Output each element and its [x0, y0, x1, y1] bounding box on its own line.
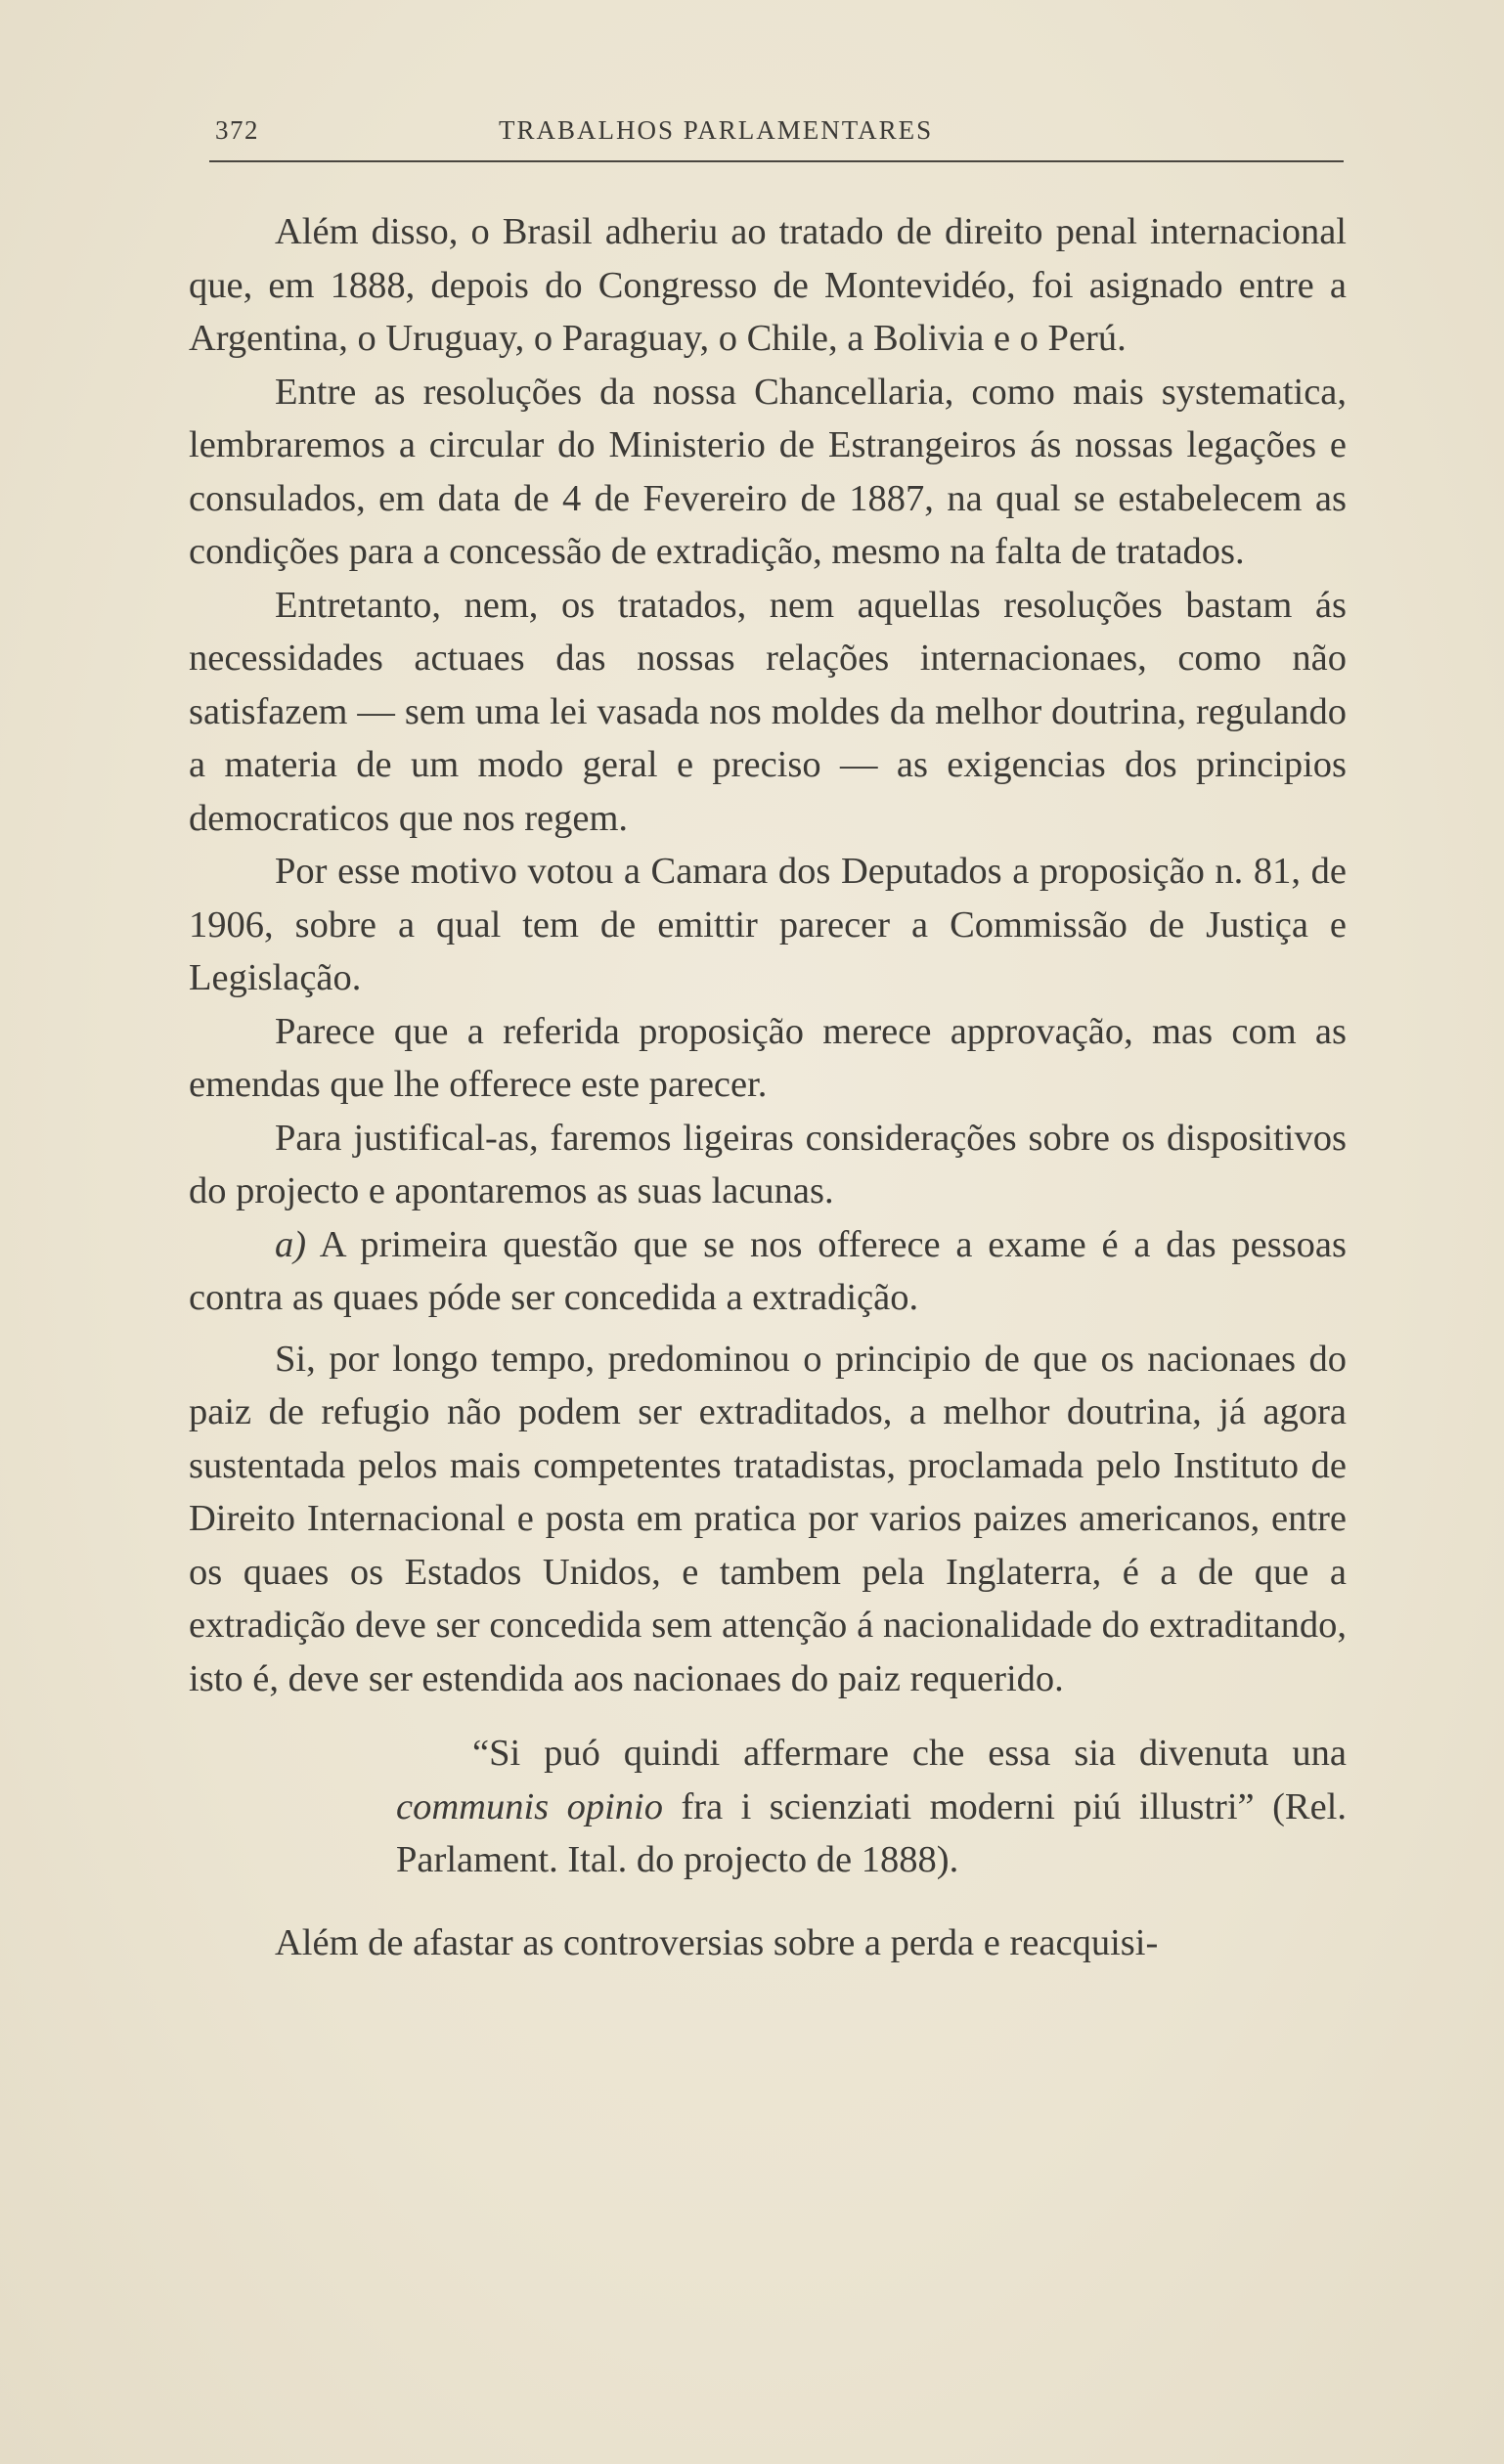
page-header [209, 110, 1344, 162]
paragraph-justificar: Para justifical-as, faremos ligeiras considerações sobre os dispositivos do projecto e apontaremos as suas lacunas. [189, 1117, 1347, 1211]
paragraph-chancellaria: Entre as resoluções da nossa Chancellaria, como mais systematica, lembraremos a circular do Ministerio de Estrangeiros ás nossas legações e consulados, em data de 4 de Fevereiro de 1887, na qual se estabelecem as condições para a concessão de extradição, mesmo na falta de tratados. [189, 371, 1347, 572]
item-marker: a) [275, 1223, 307, 1265]
quote-text-start: “Si puó quindi affermare che essa sia divenuta una [472, 1733, 1347, 1774]
paragraph-brasil-tratado: Além disso, o Brasil adheriu ao tratado de direito penal internacional que, em 1888, depois do Congresso de Montevidéo, foi asignado entre a Argentina, o Uruguay, o Paraguay, o Chile, a Bolivia e o Perú. [189, 211, 1347, 359]
quote-text-end: fra i scienziati moderni piú illustri” (Rel. Parlament. Ital. do projecto de 1888). [396, 1785, 1347, 1880]
paragraph-primeira-questao [189, 1218, 1347, 1325]
quote-italic-term: communis opinio [396, 1785, 663, 1827]
paragraph-entretanto: Entretanto, nem, os tratados, nem aquellas resoluções bastam ás necessidades actuaes das nossas relações internacionaes, como não satisfazem — sem uma lei vasada nos moldes da melhor doutrina, regulando a materia de um modo geral e preciso — as exigencias dos principios democraticos que nos regem. [189, 584, 1347, 839]
item-text: A primeira questão que se nos offerece a exame é a das pessoas contra as quaes póde ser concedida a extradição. [189, 1223, 1347, 1318]
body-text [189, 205, 1347, 1969]
block-quote [396, 1727, 1347, 1887]
paragraph-proposicao: Por esse motivo votou a Camara dos Deputados a proposição n. 81, de 1906, sobre a qual tem de emittir parecer a Commissão de Justiça e Legislação. [189, 851, 1347, 998]
paragraph-closing: Além de afastar as controversias sobre a perda e reacquisi- [275, 1921, 1159, 1963]
paragraph-nacionaes: Si, por longo tempo, predominou o principio de que os nacionaes do paiz de refugio não podem ser extraditados, a melhor doutrina, já agora sustentada pelos mais competentes tratadistas, proclamada pelo Instituto de Direito Internacional e posta em pratica por varios paizes americanos, entre os quaes os Estados Unidos, e tambem pela Inglaterra, é a de que a extradição deve ser concedida sem attenção á nacionalidade do extraditando, isto é, deve ser estendida aos nacionaes do paiz requerido. [189, 1338, 1347, 1699]
paragraph-parece: Parece que a referida proposição merece approvação, mas com as emendas que lhe offerece este parecer. [189, 1010, 1347, 1105]
page-number: 372 [215, 115, 259, 145]
running-title: TRABALHOS PARLAMENTARES [499, 115, 934, 145]
